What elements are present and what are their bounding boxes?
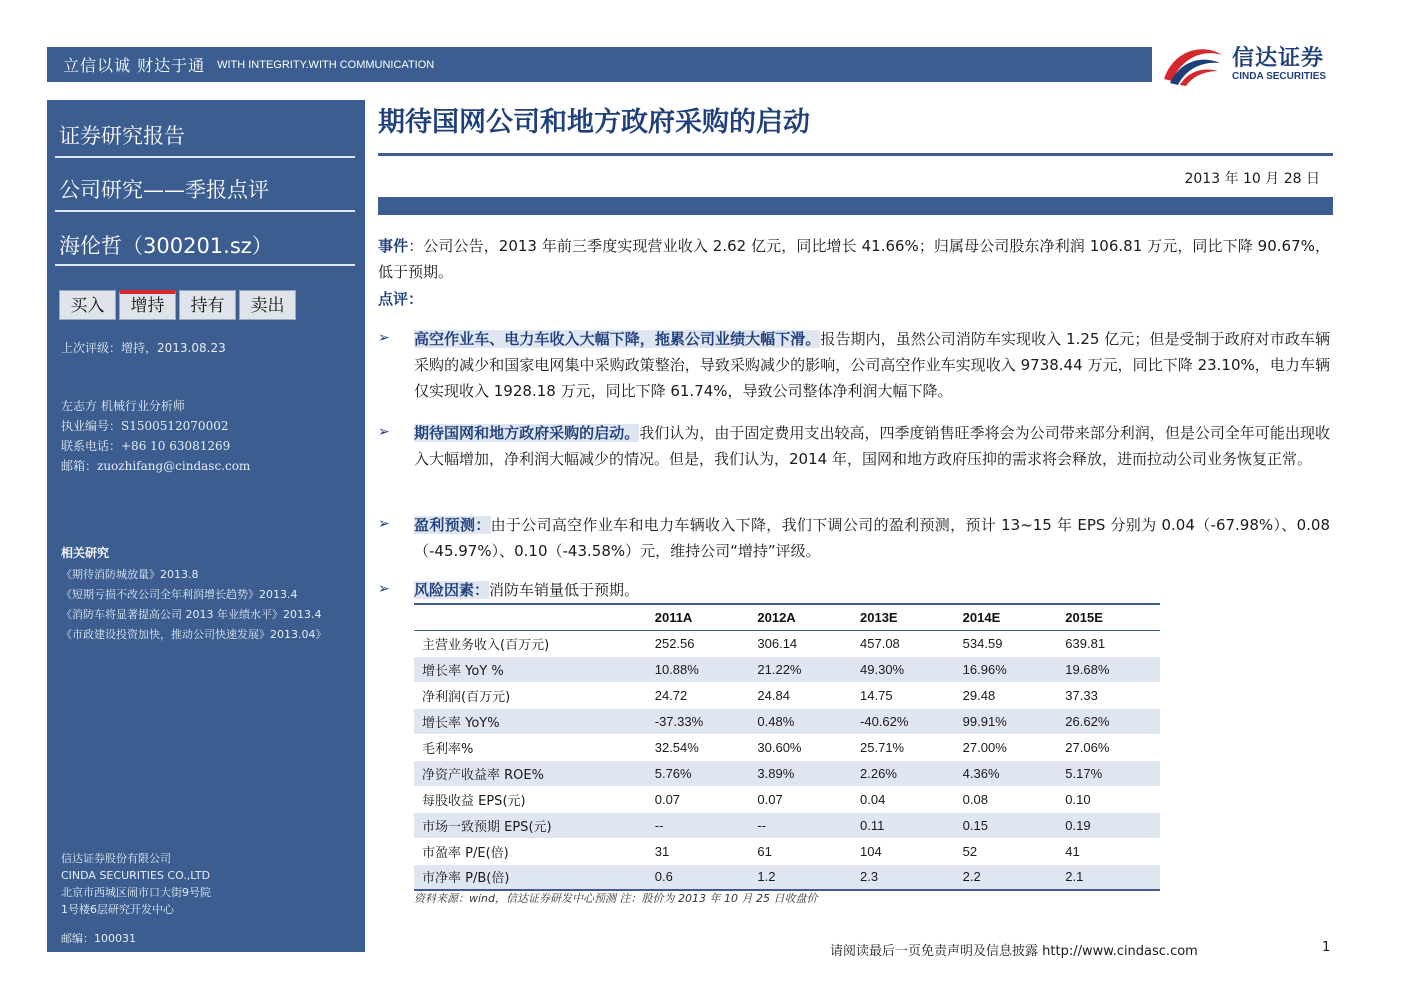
row-label-cell: 毛利率%: [414, 734, 647, 760]
row-label-cell: 增长率 YoY%: [414, 708, 647, 734]
sidebar-divider: [55, 210, 355, 212]
table-row: [414, 760, 1160, 786]
bullet-arrow-icon: ➢: [378, 330, 390, 346]
company-info-line: 信达证券股份有限公司: [61, 852, 171, 865]
comment-label: 点评: [378, 290, 409, 308]
table-header: 2012A: [749, 604, 852, 630]
slogan-en: WITH INTEGRITY.WITH COMMUNICATION: [217, 58, 435, 71]
page-number: 1: [1322, 940, 1331, 955]
value-cell: 2.26%: [852, 760, 955, 786]
value-cell: 457.08: [852, 630, 955, 656]
table-row: [414, 630, 1160, 656]
report-type: 证券研究报告: [59, 124, 185, 148]
financial-forecast-table: [414, 603, 1160, 891]
value-cell: -37.33%: [647, 708, 750, 734]
bullet-paragraph: [414, 420, 1330, 472]
value-cell: -40.62%: [852, 708, 955, 734]
related-item: 《期待消防城放量》2013.8: [61, 568, 199, 581]
title-divider: [378, 153, 1333, 156]
event-label: 事件: [378, 237, 409, 255]
value-cell: --: [647, 812, 750, 838]
bullet-arrow-icon: ➢: [378, 581, 390, 597]
rating-hold: 持有: [179, 290, 236, 320]
logo-text-cn: 信达证券: [1232, 45, 1325, 71]
value-cell: 1.2: [749, 864, 852, 890]
related-item: 《短期亏损不改公司全年利润增长趋势》2013.4: [61, 588, 298, 601]
value-cell: 61: [749, 838, 852, 864]
row-label-cell: 主营业务收入(百万元): [414, 630, 647, 656]
table-row: [414, 864, 1160, 890]
row-label-cell: 净利润(百万元): [414, 682, 647, 708]
bullet-paragraph: [414, 577, 1330, 603]
bullet-heading: 期待国网和地方政府采购的启动。: [414, 424, 640, 442]
value-cell: 14.75: [852, 682, 955, 708]
value-cell: 27.06%: [1057, 734, 1160, 760]
table-row: [414, 656, 1160, 682]
value-cell: 2.3: [852, 864, 955, 890]
analyst-phone: 联系电话：+86 10 63081269: [61, 439, 231, 453]
last-rating: 上次评级：增持，2013.08.23: [61, 341, 226, 355]
value-cell: 0.48%: [749, 708, 852, 734]
value-cell: 26.62%: [1057, 708, 1160, 734]
value-cell: 0.07: [647, 786, 750, 812]
header-bar: [47, 47, 1152, 82]
bullet-paragraph: [414, 512, 1330, 564]
value-cell: 2.1: [1057, 864, 1160, 890]
slogan: 立信以诚 财达于通: [63, 56, 206, 75]
value-cell: 0.6: [647, 864, 750, 890]
company-info-line: 1号楼6层研究开发中心: [61, 903, 174, 916]
row-label-cell: 市场一致预期 EPS(元): [414, 812, 647, 838]
value-cell: 21.22%: [749, 656, 852, 682]
bullet-heading: 高空作业车、电力车收入大幅下降，拖累公司业绩大幅下滑。: [414, 330, 821, 348]
footer-disclaimer: 请阅读最后一页免责声明及信息披露 http://www.cindasc.com: [830, 944, 1198, 959]
row-label-cell: 净资产收益率 ROE%: [414, 760, 647, 786]
company-info: [61, 850, 211, 947]
date-bar: [378, 197, 1333, 215]
event-paragraph: [378, 233, 1330, 285]
value-cell: 37.33: [1057, 682, 1160, 708]
row-label-cell: 每股收益 EPS(元): [414, 786, 647, 812]
row-label-cell: 市盈率 P/E(倍): [414, 838, 647, 864]
company-info-line: CINDA SECURITIES CO.,LTD: [61, 869, 211, 882]
value-cell: 534.59: [955, 630, 1058, 656]
value-cell: 4.36%: [955, 760, 1058, 786]
analyst-name: 左志方 机械行业分析师: [61, 399, 185, 413]
value-cell: 2.2: [955, 864, 1058, 890]
rating-sell: 卖出: [239, 290, 296, 320]
bullet-text: 我们认为，由于固定费用支出较高，四季度销售旺季将会为公司带来部分利润，但是公司全年可能出现收入大幅增加，净利润大幅减少的情况。但是，我们认为，2014 年，国网和地方政府压抑的需求将会释放，进而拉动公司业务恢复正常。: [414, 424, 1330, 468]
related-item: 《市政建设投资加快，推动公司快速发展》2013.04》: [61, 628, 327, 641]
sidebar-divider: [55, 264, 355, 266]
table-row: [414, 812, 1160, 838]
report-subtype: 公司研究——季报点评: [59, 178, 269, 202]
table-row: [414, 734, 1160, 760]
value-cell: 252.56: [647, 630, 750, 656]
analyst-license: 执业编号：S1500512070002: [61, 419, 229, 433]
value-cell: 31: [647, 838, 750, 864]
value-cell: 24.72: [647, 682, 750, 708]
table-row: [414, 708, 1160, 734]
bullet-text: 报告期内，虽然公司消防车实现收入 1.25 亿元；但是受制于政府对市政车辆采购的减少和国家电网集中采购政策整治，导致采购减少的影响，公司高空作业车实现收入 9738.44 万元，同比下降 23.10%，电力车辆仅实现收入 1928.18 万元，同比下降 61.74%，导致公司整体净利润大幅下降。: [414, 330, 1330, 400]
cinda-logo: [1160, 40, 1350, 88]
table-header: [414, 604, 647, 630]
value-cell: 0.07: [749, 786, 852, 812]
value-cell: 0.08: [955, 786, 1058, 812]
value-cell: 24.84: [749, 682, 852, 708]
related-item: 《消防车将显著提高公司 2013 年业绩水平》2013.4: [61, 608, 322, 621]
value-cell: 5.76%: [647, 760, 750, 786]
table-header: 2015E: [1057, 604, 1160, 630]
value-cell: 52: [955, 838, 1058, 864]
bullet-heading: 风险因素：: [414, 581, 490, 599]
cinda-logo-icon: [1160, 41, 1226, 87]
rating-buy: 买入: [59, 290, 116, 320]
table-row: [414, 682, 1160, 708]
bullet-arrow-icon: ➢: [378, 424, 390, 440]
company-info-line: 北京市西城区闹市口大街9号院: [61, 886, 211, 899]
value-cell: 639.81: [1057, 630, 1160, 656]
related-title: 相关研究: [61, 546, 110, 560]
value-cell: 49.30%: [852, 656, 955, 682]
value-cell: 10.88%: [647, 656, 750, 682]
sidebar: [47, 100, 365, 952]
table-header: 2014E: [955, 604, 1058, 630]
row-label-cell: 增长率 YoY %: [414, 656, 647, 682]
value-cell: 104: [852, 838, 955, 864]
related-list: [61, 565, 327, 645]
table-header-row: [414, 604, 1160, 630]
table-row: [414, 838, 1160, 864]
table-row: [414, 786, 1160, 812]
value-cell: 3.89%: [749, 760, 852, 786]
value-cell: 99.91%: [955, 708, 1058, 734]
table-source-note: 资料来源：wind，信达证券研发中心预测 注：股价为 2013 年 10 月 25 日收盘价: [414, 892, 818, 905]
value-cell: 32.54%: [647, 734, 750, 760]
bullet-text: 由于公司高空作业车和电力车辆收入下降，我们下调公司的盈利预测，预计 13~15 年 EPS 分别为 0.04（-67.98%）、0.08（-45.97%）、0.10（-43.58%）元，维持公司“增持”评级。: [414, 516, 1330, 560]
page-title: 期待国网公司和地方政府采购的启动: [378, 107, 810, 138]
value-cell: 19.68%: [1057, 656, 1160, 682]
logo-text-en: CINDA SECURITIES: [1232, 70, 1327, 82]
report-date: 2013 年 10 月 28 日: [1184, 171, 1320, 187]
event-text: ：公司公告，2013 年前三季度实现营业收入 2.62 亿元，同比增长 41.66%；归属母公司股东净利润 106.81 万元，同比下降 90.67%，低于预期。: [378, 237, 1330, 281]
value-cell: 0.04: [852, 786, 955, 812]
bullet-arrow-icon: ➢: [378, 516, 390, 532]
sidebar-divider: [55, 156, 355, 158]
rating-boxes: [59, 290, 299, 320]
value-cell: 0.15: [955, 812, 1058, 838]
value-cell: --: [749, 812, 852, 838]
value-cell: 27.00%: [955, 734, 1058, 760]
value-cell: 30.60%: [749, 734, 852, 760]
value-cell: 0.10: [1057, 786, 1160, 812]
value-cell: 0.11: [852, 812, 955, 838]
comment-heading: 点评：: [378, 290, 424, 308]
table-header: 2013E: [852, 604, 955, 630]
value-cell: 16.96%: [955, 656, 1058, 682]
value-cell: 25.71%: [852, 734, 955, 760]
company-name: 海伦哲（300201.sz）: [59, 234, 273, 258]
company-info-line: 邮编：100031: [61, 932, 136, 945]
value-cell: 41: [1057, 838, 1160, 864]
value-cell: 5.17%: [1057, 760, 1160, 786]
value-cell: 0.19: [1057, 812, 1160, 838]
analyst-email: 邮箱：zuozhifang@cindasc.com: [61, 459, 251, 473]
table-header: 2011A: [647, 604, 750, 630]
value-cell: 306.14: [749, 630, 852, 656]
bullet-text: 消防车销量低于预期。: [489, 581, 640, 599]
value-cell: 29.48: [955, 682, 1058, 708]
row-label-cell: 市净率 P/B(倍): [414, 864, 647, 890]
bullet-heading: 盈利预测：: [414, 516, 491, 534]
bullet-paragraph: [414, 326, 1330, 404]
rating-overweight: 增持: [119, 290, 176, 320]
